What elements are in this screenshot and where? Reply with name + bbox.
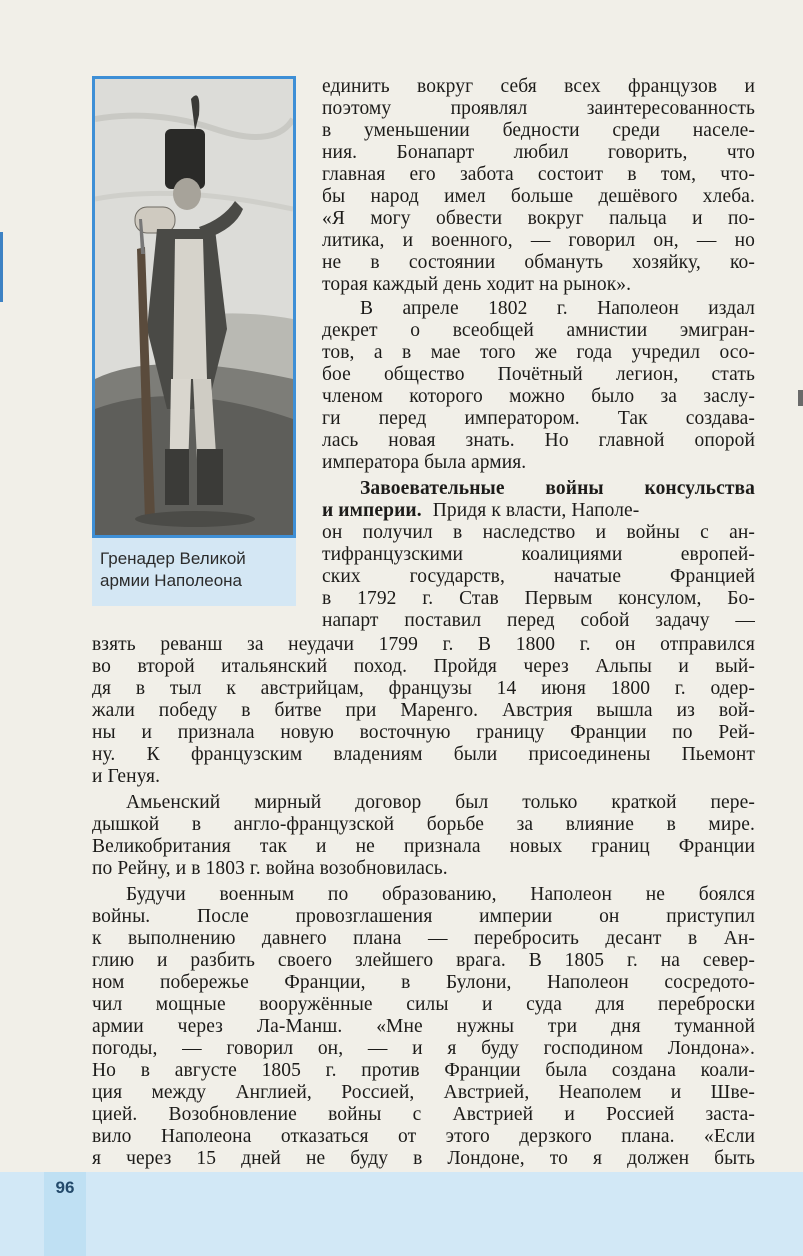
text-line: литика, и военного, — говорил он, — но bbox=[322, 230, 755, 251]
text-line: Великобритания так и не признала новых границ Франции bbox=[92, 836, 755, 857]
margin-tick bbox=[798, 390, 803, 406]
text-fragment: Придя к власти, Наполе- bbox=[432, 500, 640, 521]
text-line: поэтому проявлял заинтересованность bbox=[322, 98, 755, 119]
text-line: напарт поставил перед собой задачу — bbox=[322, 610, 755, 631]
section-heading-cont: и империи. bbox=[322, 500, 422, 521]
text-line: ны и признала новую восточную границу Франции по Рей- bbox=[92, 722, 755, 743]
text-line: армии через Ла-Манш. «Мне нужны три дня туманной bbox=[92, 1016, 755, 1037]
text-line: торая каждый день ходит на рынок». bbox=[322, 274, 632, 295]
text-line: главная его забота состоит в том, что- bbox=[322, 164, 755, 185]
page-footer bbox=[0, 1172, 803, 1256]
text-line: единить вокруг себя всех французов и bbox=[322, 76, 755, 97]
text-line: Будучи военным по образованию, Наполеон не боялся bbox=[126, 884, 755, 905]
text-line: глию и разбить своего злейшего врага. В 1805 г. на север- bbox=[92, 950, 755, 971]
text-line: в уменьшении бедности среди населе- bbox=[322, 120, 755, 141]
grenadier-illustration bbox=[95, 79, 293, 535]
text-line: чил мощные вооружённые силы и суда для переброски bbox=[92, 994, 755, 1015]
text-line: к выполнению давнего плана — перебросить десант в Ан- bbox=[92, 928, 755, 949]
text-line: членом которого можно было за заслу- bbox=[322, 386, 755, 407]
text-line: не в состоянии обмануть хозяйку, ко- bbox=[322, 252, 755, 273]
text-line: по Рейну, и в 1803 г. война возобновилась. bbox=[92, 858, 448, 879]
text-line: ция между Англией, Россией, Австрией, Неаполем и Шве- bbox=[92, 1082, 755, 1103]
text-line: и Генуя. bbox=[92, 766, 161, 787]
text-line: дышкой в англо-французской борьбе за влияние в мире. bbox=[92, 814, 755, 835]
figure-caption bbox=[100, 548, 290, 592]
caption-line: Гренадер Великой bbox=[100, 549, 246, 568]
text-line: ном побережье Франции, в Булони, Наполеон сосредото- bbox=[92, 972, 755, 993]
text-line: бы народ имел больше дешёвого хлеба. bbox=[322, 186, 755, 207]
text-line: бое общество Почётный легион, стать bbox=[322, 364, 755, 385]
text-line: цией. Возобновление войны с Австрией и Россией заста- bbox=[92, 1104, 755, 1125]
text-line: декрет о всеобщей амнистии эмигран- bbox=[322, 320, 755, 341]
caption-line: армии Наполеона bbox=[100, 571, 243, 590]
text-line: императора была армия. bbox=[322, 452, 527, 473]
text-line: дя в тыл к австрийцам, французы 14 июня 1800 г. одер- bbox=[92, 678, 755, 699]
text-line: взять реванш за неудачи 1799 г. В 1800 г. он отправился bbox=[92, 634, 755, 655]
text-line: войны. После провозглашения империи он приступил bbox=[92, 906, 755, 927]
text-line: ских государств, начатые Францией bbox=[322, 566, 755, 587]
text-line: лась новая знать. Но главной опорой bbox=[322, 430, 755, 451]
text-line: в 1792 г. Став Первым консулом, Бо- bbox=[322, 588, 755, 609]
text-line: погоды, — говорил он, — и я буду господином Лондона». bbox=[92, 1038, 755, 1059]
text-line: В апреле 1802 г. Наполеон издал bbox=[360, 298, 755, 319]
text-line: жали победу в битве при Маренго. Австрия вышла из вой- bbox=[92, 700, 755, 721]
text-line: тифранцузскими коалициями европей- bbox=[322, 544, 755, 565]
page-number: 96 bbox=[55, 1178, 75, 1197]
text-line: вило Наполеона отказаться от этого дерзкого плана. «Если bbox=[92, 1126, 755, 1147]
figure-grenadier bbox=[92, 76, 296, 606]
text-line: тов, а в мае того же года учредил осо- bbox=[322, 342, 755, 363]
text-line: Но в августе 1805 г. против Франции была создана коали- bbox=[92, 1060, 755, 1081]
text-line: он получил в наследство и войны с ан- bbox=[322, 522, 755, 543]
text-line: Амьенский мирный договор был только краткой пере- bbox=[126, 792, 755, 813]
text-line: «Я могу обвести вокруг пальца и по- bbox=[322, 208, 755, 229]
figure-image-frame bbox=[92, 76, 296, 538]
margin-accent-bar bbox=[0, 232, 3, 302]
text-line: во второй итальянский поход. Пройдя через Альпы и вый- bbox=[92, 656, 755, 677]
section-heading: Завоевательные войны консульства bbox=[360, 478, 755, 499]
text-line: ги перед императором. Так создава- bbox=[322, 408, 755, 429]
text-line: ния. Бонапарт любил говорить, что bbox=[322, 142, 755, 163]
text-line: ну. К французским владениям были присоединены Пьемонт bbox=[92, 744, 755, 765]
text-line: я через 15 дней не буду в Лондоне, то я должен быть bbox=[92, 1148, 755, 1169]
text-line bbox=[322, 500, 755, 522]
